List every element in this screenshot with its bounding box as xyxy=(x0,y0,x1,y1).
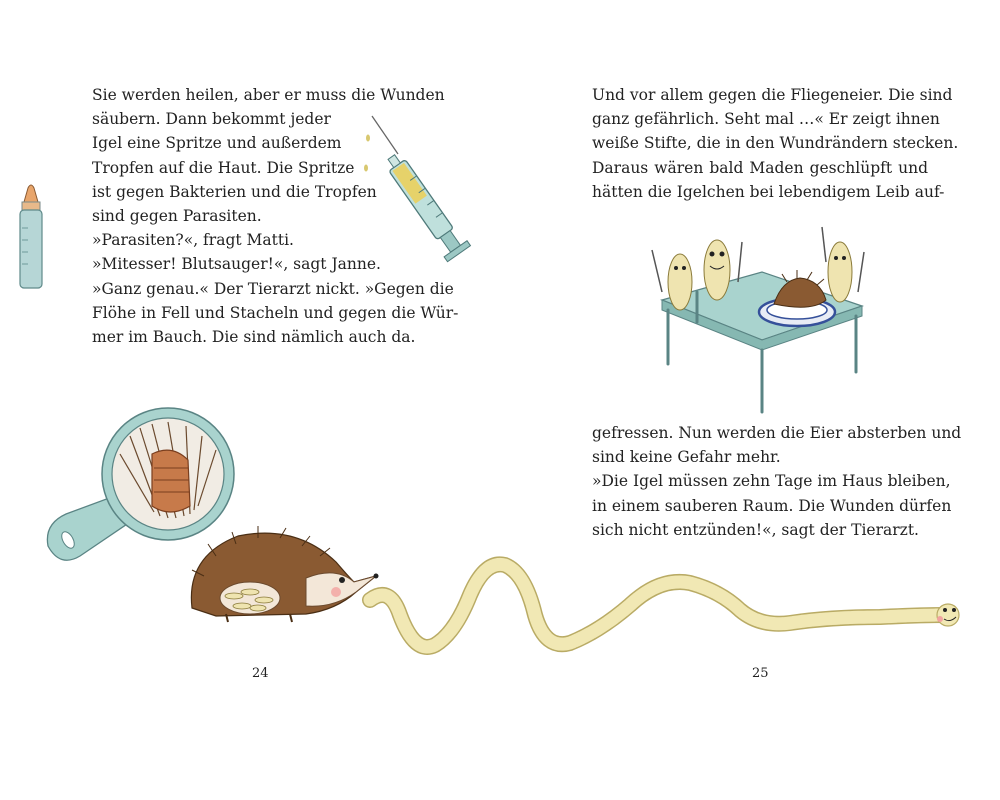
text-line: Daraus wären bald Maden geschlüpft und xyxy=(592,158,928,177)
text-line: »Die Igel müssen zehn Tage im Haus bleiben, xyxy=(592,472,951,491)
worm-illustration xyxy=(360,555,970,670)
maggots-dinner-table-illustration xyxy=(632,222,872,417)
text-line: »Parasiten?«, fragt Matti. xyxy=(92,231,294,250)
text-line: sind keine Gefahr mehr. xyxy=(592,448,781,467)
text-line: ist gegen Bakterien und die Tropfen xyxy=(92,182,377,201)
text-line: »Ganz genau.« Der Tierarzt nickt. »Gegen die xyxy=(92,279,454,298)
syringe-illustration xyxy=(360,108,490,273)
page-number-left: 24 xyxy=(252,666,269,681)
text-line: sind gegen Parasiten. xyxy=(92,207,262,226)
text-line: hätten die Igelchen bei lebendigem Leib auf- xyxy=(592,182,945,201)
text-line: Tropfen auf die Haut. Die Spritze xyxy=(92,158,355,177)
text-line: gefressen. Nun werden die Eier absterben und xyxy=(592,424,962,442)
text-line: in einem sauberen Raum. Die Wunden dürfen xyxy=(592,496,952,515)
baby-bottle-illustration xyxy=(8,180,58,300)
text-line: ganz gefährlich. Seht mal …« Er zeigt ihnen xyxy=(592,110,940,129)
text-line: mer im Bauch. Die sind nämlich auch da. xyxy=(92,328,416,347)
right-page-paragraph-top xyxy=(592,83,959,204)
text-line: Und vor allem gegen die Fliegeneier. Die sind xyxy=(592,86,953,104)
right-page-paragraph-bottom xyxy=(592,421,962,542)
page-number-right: 25 xyxy=(752,666,769,681)
text-line: weiße Stifte, die in den Wundrändern stecken. xyxy=(592,134,959,153)
text-line: Sie werden heilen, aber er muss die Wunden xyxy=(92,86,445,104)
text-line: Flöhe in Fell und Stacheln und gegen die Wür- xyxy=(92,303,459,322)
text-line: Igel eine Spritze und außerdem xyxy=(92,134,342,153)
hedgehog-illustration xyxy=(186,526,380,626)
text-line: säubern. Dann bekommt jeder xyxy=(92,110,331,129)
text-line: sich nicht entzünden!«, sagt der Tierarzt. xyxy=(592,520,919,539)
text-line: »Mitesser! Blutsauger!«, sagt Janne. xyxy=(92,255,381,274)
